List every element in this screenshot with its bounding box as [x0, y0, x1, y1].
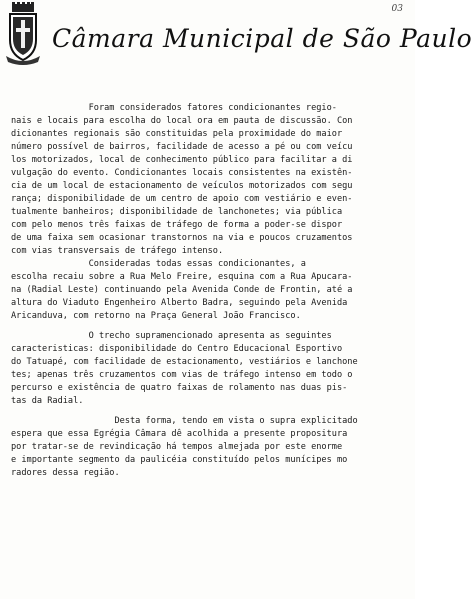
text-line: espera que essa Egrégia Câmara dê acolhida a presente propositura: [11, 429, 348, 439]
text-line: Aricanduva, com retorno na Praça General João Francisco.: [11, 311, 301, 321]
coat-of-arms-icon: [6, 2, 40, 66]
text-line: altura do Viaduto Engenheiro Alberto Badra, seguindo pela Avenida: [11, 298, 348, 308]
text-line: tualmente banheiros; disponibilidade de lanchonetes; via pública: [11, 207, 343, 217]
text-line: escolha recaiu sobre a Rua Melo Freire, esquina com a Rua Apucara-: [11, 272, 353, 282]
text-line: cia de um local de estacionamento de veículos motorizados com segu: [11, 181, 353, 191]
text-line: de uma faixa sem ocasionar transtornos na via e poucos cruzamentos: [11, 233, 353, 243]
text-line: dicionantes regionais são constituidas pela proximidade do maior: [11, 129, 343, 139]
letterhead-title: Câmara Municipal de São Paulo: [52, 24, 472, 53]
paragraph: [11, 415, 391, 480]
text-line: los motorizados, local de conhecimento público para facilitar a di: [11, 155, 353, 165]
text-line: Desta forma, tendo em vista o supra explicitado: [11, 416, 358, 426]
paragraph: [11, 258, 391, 323]
text-line: nais e locais para escolha do local ora em pauta de discussão. Con: [11, 116, 353, 126]
text-line: Consideradas todas essas condicionantes, a: [11, 259, 306, 269]
text-line: O trecho supramencionado apresenta as seguintes: [11, 331, 332, 341]
text-line: tas da Radial.: [11, 396, 84, 406]
text-line: na (Radial Leste) continuando pela Avenida Conde de Frontin, até a: [11, 285, 353, 295]
text-line: número possível de bairros, facilidade de acesso a pé ou com veícu: [11, 142, 353, 152]
text-line: com vias transversais de tráfego intenso.: [11, 246, 224, 256]
text-line: com pelo menos três faixas de tráfego de forma a poder-se dispor: [11, 220, 343, 230]
page-number: 03: [391, 4, 403, 14]
text-line: rança; disponibilidade de um centro de apoio com vestiário e even-: [11, 194, 353, 204]
text-line: vulgação do evento. Condicionantes locais consistentes na existên-: [11, 168, 353, 178]
text-line: tes; apenas três cruzamentos com vias de tráfego intenso em todo o: [11, 370, 353, 380]
text-line: do Tatuapé, com facilidade de estacionamento, vestiários e lanchone: [11, 357, 358, 367]
text-line: por tratar-se de revindicação há tempos almejada por este enorme: [11, 442, 343, 452]
paragraph: [11, 102, 391, 258]
text-line: Foram considerados fatores condicionantes regio-: [11, 103, 337, 113]
text-line: radores dessa região.: [11, 468, 120, 478]
paragraph: [11, 330, 391, 408]
text-line: e importante segmento da paulicéia constituído pelos munícipes mo: [11, 455, 348, 465]
document-body: [11, 102, 391, 480]
text-line: percurso e existência de quatro faixas de rolamento nas duas pis-: [11, 383, 348, 393]
text-line: caracteristicas: disponibilidade do Centro Educacional Esportivo: [11, 344, 343, 354]
